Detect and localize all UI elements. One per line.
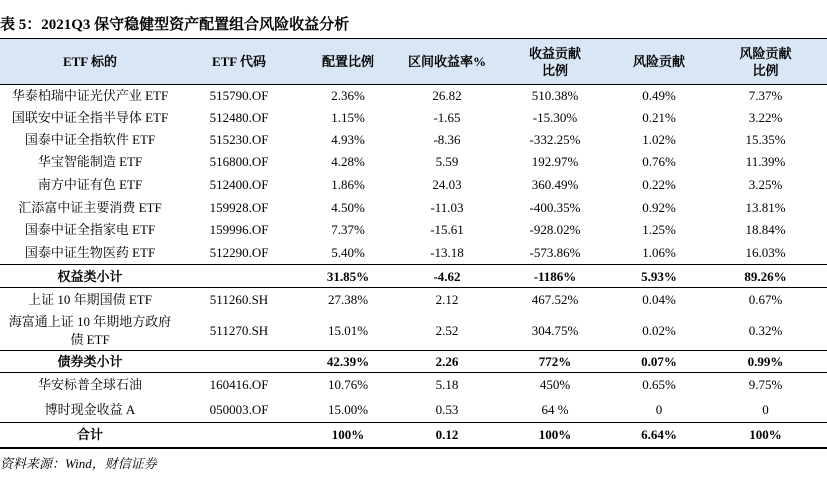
section-rule [0, 372, 827, 373]
table-cell: 10.76% [327, 377, 369, 392]
table-cell: 国泰中证全指家电 ETF [24, 222, 156, 237]
table-cell: 0.53 [435, 402, 459, 417]
table-cell: 159996.OF [209, 222, 269, 237]
table-row [0, 129, 827, 151]
table-cell: 债券类小计 [57, 354, 123, 369]
table-cell: -11.03 [430, 200, 464, 215]
table-cell: 合计 [76, 427, 103, 442]
table-cell: 0.02% [642, 323, 676, 338]
table-cell: 510.38% [531, 88, 579, 103]
table-cell [180, 423, 298, 447]
table-cell: 0 [762, 402, 769, 417]
table-cell: 0 [655, 402, 663, 417]
table-cell: 4.28% [331, 154, 365, 169]
table-cell: 050003.OF [209, 402, 269, 417]
table-row [0, 373, 827, 397]
table-row [0, 311, 827, 351]
source-note: 资料来源：Wind，财信证券 [0, 456, 157, 471]
table-cell: -332.25% [529, 132, 581, 147]
table-cell: 3.22% [748, 110, 783, 125]
table-cell: 516800.OF [209, 154, 269, 169]
table-cell: 64 % [541, 402, 569, 417]
table-cell: 0.92% [642, 200, 676, 215]
table-cell: 0.32% [748, 323, 783, 338]
header-risk-contribution-ratio: 风险贡献比例 [739, 45, 792, 78]
bottom-rule [0, 447, 827, 449]
table-cell: 国联安中证全指半导体 ETF [11, 110, 169, 125]
table-cell: 27.38% [327, 291, 369, 307]
subtotal-equity-row [0, 265, 827, 288]
table-cell: 国泰中证全指软件 ETF [24, 132, 156, 147]
table-cell: 192.97% [531, 154, 579, 169]
table-cell: 汇添富中证主要消费 ETF [18, 200, 162, 215]
table-cell: 权益类小计 [57, 268, 123, 284]
table-cell: 9.75% [748, 377, 783, 392]
table-cell: 0.22% [642, 177, 676, 192]
table-cell: 2.26 [435, 354, 459, 369]
table-cell: 160416.OF [209, 377, 269, 392]
table-cell: 博时现金收益 A [44, 402, 136, 417]
header-etf-code: ETF 代码 [211, 54, 267, 69]
table-cell: 7.37% [748, 88, 783, 103]
table-cell: 31.85% [326, 268, 370, 284]
table-cell: 13.81% [745, 200, 786, 215]
table-row [0, 397, 827, 423]
table-cell [180, 265, 298, 288]
table-cell: -15.30% [532, 110, 578, 125]
table-cell: 100% [749, 427, 782, 442]
table-cell: 0.49% [642, 88, 676, 103]
table-cell: 42.39% [326, 354, 370, 369]
table-cell: 304.75% [531, 323, 579, 338]
header-etf-name: ETF 标的 [62, 54, 118, 69]
table-cell: 7.37% [331, 222, 365, 237]
section-rule [0, 264, 827, 265]
table-cell: 512480.OF [209, 110, 269, 125]
table-row [0, 288, 827, 311]
table-cell: 华安标普全球石油 [37, 377, 142, 392]
table-cell-text: 海富通上证 10 年期地方政府债 ETF [8, 314, 172, 347]
section-rule [0, 350, 827, 351]
table-cell: 2.36% [331, 88, 365, 103]
table-cell: 24.03 [432, 177, 462, 192]
table-cell: 4.93% [331, 132, 365, 147]
section-rule [0, 287, 827, 288]
table-cell: 772% [538, 354, 572, 369]
table-cell: 515790.OF [209, 88, 269, 103]
table-cell: -15.61 [430, 222, 464, 237]
table-row [0, 173, 827, 197]
table-cell: 国泰中证生物医药 ETF [24, 245, 156, 260]
table-cell: 0.76% [642, 154, 676, 169]
table-cell: 2.12 [435, 291, 459, 307]
table-cell: 华宝智能制造 ETF [37, 154, 143, 169]
table-cell: -13.18 [430, 245, 464, 260]
table-cell: -1186% [533, 268, 577, 284]
table-cell: 5.93% [641, 268, 677, 284]
table-cell: 1.02% [642, 132, 676, 147]
table-cell: 159928.OF [209, 200, 269, 215]
table-cell: 0.12 [435, 427, 459, 442]
table-row [0, 107, 827, 129]
table-cell: 15.01% [327, 323, 369, 338]
table-cell: 1.06% [642, 245, 676, 260]
subtotal-bond-row [0, 351, 827, 373]
section-rule [0, 422, 827, 423]
header-allocation: 配置比例 [321, 54, 374, 69]
table-cell: 3.25% [748, 177, 783, 192]
table-cell: 5.40% [331, 245, 365, 260]
table-cell: 18.84% [745, 222, 786, 237]
table-row [0, 241, 827, 265]
table-cell: 5.59 [435, 154, 459, 169]
table-cell: 26.82 [432, 88, 462, 103]
table-cell: 6.64% [641, 427, 677, 442]
table-cell: -1.65 [433, 110, 461, 125]
table-cell: 南方中证有色 ETF [37, 177, 143, 192]
table-cell: 16.03% [745, 245, 786, 260]
table-cell: 2.52 [435, 323, 459, 338]
table-cell: -928.02% [529, 222, 581, 237]
table-cell: 0.07% [641, 354, 677, 369]
table-cell: 15.00% [327, 402, 369, 417]
table-cell: -400.35% [529, 200, 581, 215]
table-cell: 450% [539, 377, 571, 392]
table-cell: 0.99% [747, 354, 784, 369]
table-cell [180, 351, 298, 373]
table-title: 表 5：2021Q3 保守稳健型资产配置组合风险收益分析 [0, 17, 350, 33]
table-cell: 360.49% [531, 177, 579, 192]
header-return-contribution: 收益贡献比例 [528, 45, 581, 78]
total-row [0, 423, 827, 447]
table-cell: 467.52% [531, 291, 579, 307]
table-cell: 华泰柏瑞中证光伏产业 ETF [11, 88, 169, 103]
table-cell: 515230.OF [209, 132, 269, 147]
table-cell: -573.86% [529, 245, 581, 260]
table-cell: 0.21% [642, 110, 676, 125]
table-cell: 4.50% [331, 200, 365, 215]
table-cell: 1.86% [331, 177, 365, 192]
table-cell [0, 311, 180, 351]
table-cell: 89.26% [744, 268, 787, 284]
table-cell: 11.39% [745, 154, 786, 169]
table-row [0, 219, 827, 241]
table-cell: 511270.SH [209, 323, 269, 338]
table-row [0, 151, 827, 173]
header-return: 区间收益率% [407, 54, 486, 69]
table-cell: 512290.OF [209, 245, 269, 260]
table-cell: 100% [538, 427, 572, 442]
table-row [0, 197, 827, 219]
table-cell: 上证 10 年期国债 ETF [28, 291, 152, 307]
table-cell: 0.67% [748, 291, 783, 307]
table-row [0, 85, 827, 107]
table-cell: 511260.SH [209, 291, 269, 307]
table-cell: 1.15% [331, 110, 365, 125]
header-risk-contribution: 风险贡献 [632, 54, 685, 69]
table-cell: 512400.OF [209, 177, 269, 192]
table-cell: -4.62 [433, 268, 461, 284]
table-cell: 100% [331, 427, 365, 442]
table-cell: 15.35% [745, 132, 786, 147]
table-cell: 0.65% [642, 377, 676, 392]
table-cell: -8.36 [433, 132, 461, 147]
table-cell: 5.18 [435, 377, 459, 392]
table-cell: 1.25% [642, 222, 676, 237]
table-cell: 0.04% [642, 291, 676, 307]
